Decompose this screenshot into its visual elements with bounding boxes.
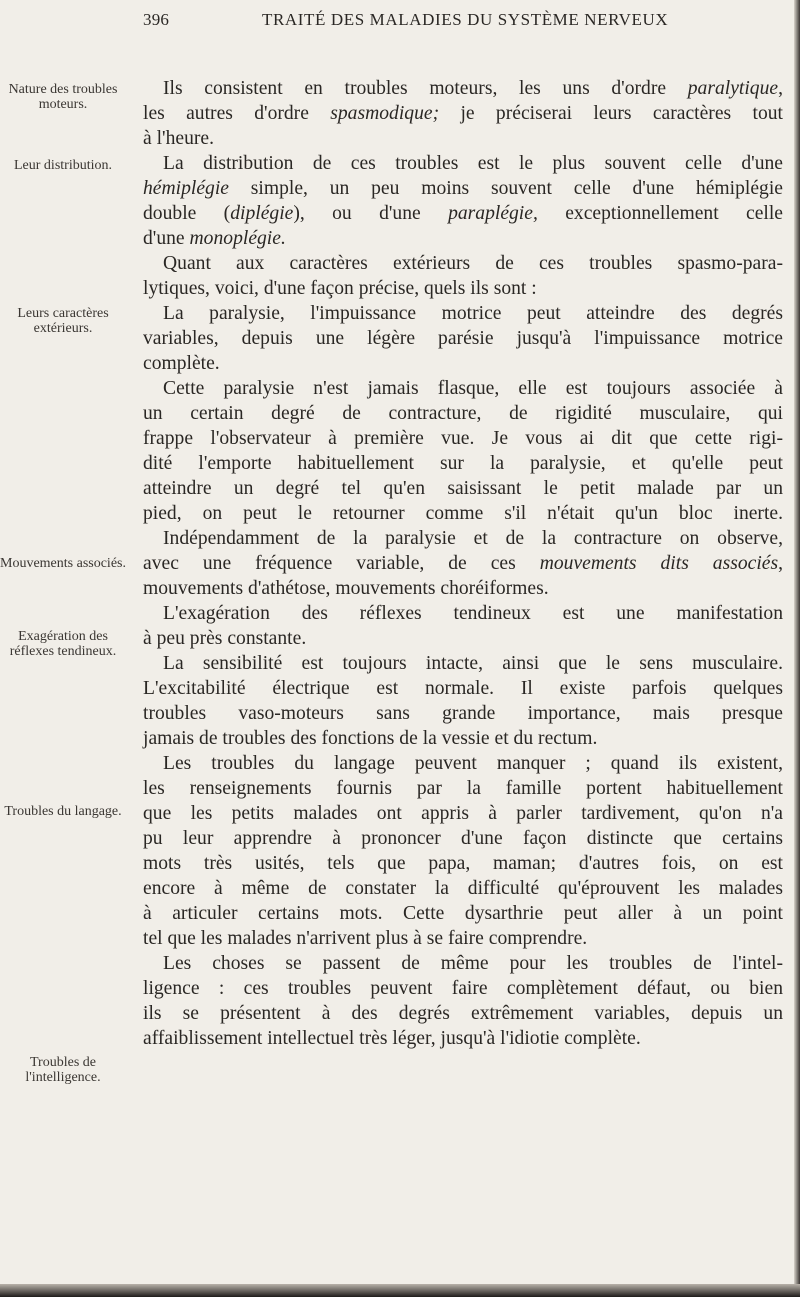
text-segment: variables, depuis une légère parésie jusqu'à l'impuissance motrice — [143, 328, 783, 349]
text-segment: les autres d'ordre — [143, 103, 331, 124]
margin-note-distribution: Leur distribution. — [14, 158, 112, 173]
text-segment: atteindre un degré tel qu'en saisissant le petit malade par un — [143, 478, 783, 499]
margin-note-mouvements: Mouvements associés. — [0, 556, 126, 571]
scan-bottom-border — [0, 1284, 800, 1297]
text-line — [143, 351, 783, 376]
margin-note-reflexes: Exagération des réflexes tendineux. — [9, 629, 117, 659]
text-segment: les renseignements fournis par la famille portent habituellement — [143, 778, 783, 799]
text-line — [143, 701, 783, 726]
text-line — [143, 1001, 783, 1026]
text-segment: pied, on peut le retourner comme s'il n'était qu'un bloc inerte. — [143, 503, 783, 524]
text-segment: avec une fréquence variable, de ces — [143, 553, 540, 574]
text-line — [143, 951, 783, 976]
text-segment: La paralysie, l'impuissance motrice peut atteindre des degrés — [163, 303, 783, 324]
text-segment: ligence : ces troubles peuvent faire complètement défaut, ou bien — [143, 978, 783, 999]
italic-term: paralytique — [687, 78, 779, 99]
text-line — [143, 776, 783, 801]
text-line — [143, 226, 783, 251]
text-line — [143, 676, 783, 701]
text-segment: mouvements d'athétose, mouvements choréiformes. — [143, 578, 549, 599]
text-segment: tel que les malades n'arrivent plus à se faire comprendre. — [143, 928, 588, 949]
text-line — [143, 851, 783, 876]
text-line — [143, 401, 783, 426]
italic-term: hémiplégie — [143, 178, 229, 199]
text-segment: ), ou d'une — [293, 203, 449, 224]
text-line — [143, 926, 783, 951]
text-segment: Indépendamment de la paralysie et de la contracture on observe, — [163, 528, 783, 549]
text-line — [143, 876, 783, 901]
text-line — [143, 801, 783, 826]
text-line — [143, 726, 783, 751]
text-segment: , — [778, 78, 783, 99]
text-segment: pu leur apprendre à prononcer d'une façon distincte que certains — [143, 828, 783, 849]
text-line — [143, 576, 783, 601]
text-line — [143, 276, 783, 301]
text-line — [143, 126, 783, 151]
page-number: 396 — [143, 10, 170, 29]
text-line — [143, 376, 783, 401]
text-segment: troubles vaso-moteurs sans grande importance, mais presque — [143, 703, 783, 724]
text-line — [143, 901, 783, 926]
margin-note-langage: Troubles du langage. — [4, 804, 122, 819]
text-line — [143, 551, 783, 576]
text-segment: mots très usités, tels que papa, maman; d'autres fois, on est — [143, 853, 783, 874]
text-segment: lytiques, voici, d'une façon précise, quels ils sont : — [143, 278, 537, 299]
italic-term: monoplégie. — [189, 228, 286, 249]
text-line — [143, 501, 783, 526]
text-segment: à articuler certains mots. Cette dysarthrie peut aller à un point — [143, 903, 783, 924]
text-segment: encore à même de constater la difficulté qu'éprouvent les malades — [143, 878, 783, 899]
text-segment: jamais de troubles des fonctions de la vessie et du rectum. — [143, 728, 598, 749]
text-line — [143, 426, 783, 451]
text-segment: Les choses se passent de même pour les troubles de l'intel- — [163, 953, 783, 974]
italic-term: spasmodique; — [330, 103, 440, 124]
text-line — [143, 826, 783, 851]
text-segment: dité l'emporte habituellement sur la paralysie, et qu'elle peut — [143, 453, 783, 474]
text-segment: affaiblissement intellectuel très léger, jusqu'à l'idiotie complète. — [143, 1028, 641, 1049]
text-line — [143, 101, 783, 126]
text-line — [143, 651, 783, 676]
text-line — [143, 251, 783, 276]
text-segment: La sensibilité est toujours intacte, ainsi que le sens musculaire. — [163, 653, 783, 674]
page-header — [0, 6, 800, 34]
text-segment: exceptionnellement celle — [537, 203, 783, 224]
text-segment: complète. — [143, 353, 220, 374]
text-line — [143, 451, 783, 476]
text-segment: L'excitabilité électrique est normale. Il existe parfois quelques — [143, 678, 783, 699]
text-line — [143, 151, 783, 176]
text-segment: L'exagération des réflexes tendineux est une manifestation — [163, 603, 783, 624]
text-segment: Quant aux caractères extérieurs de ces troubles spasmo-para- — [163, 253, 783, 274]
italic-term: paraplégie, — [448, 203, 538, 224]
text-segment: Cette paralysie n'est jamais flasque, elle est toujours associée à — [163, 378, 783, 399]
text-segment: un certain degré de contracture, de rigidité musculaire, qui — [143, 403, 783, 424]
text-line — [143, 176, 783, 201]
text-line — [143, 476, 783, 501]
margin-note-caracteres: Leurs caractères extérieurs. — [17, 306, 109, 336]
text-line — [143, 626, 783, 651]
text-line — [143, 1026, 783, 1051]
page-edge-shadow — [794, 0, 800, 1297]
margin-note-intelligence: Troubles de l'intelligence. — [25, 1055, 101, 1085]
text-segment: d'une — [143, 228, 190, 249]
text-line — [143, 301, 783, 326]
text-segment: Les troubles du langage peuvent manquer ; quand ils existent, — [163, 753, 783, 774]
text-segment: Ils consistent en troubles moteurs, les uns d'ordre — [163, 78, 688, 99]
text-segment: ils se présentent à des degrés extrêmement variables, depuis un — [143, 1003, 783, 1024]
text-segment: La distribution de ces troubles est le plus souvent celle d'une — [163, 153, 783, 174]
text-segment: frappe l'observateur à première vue. Je vous ai dit que cette rigi- — [143, 428, 783, 449]
text-line — [143, 201, 783, 226]
text-line — [143, 526, 783, 551]
text-line — [143, 751, 783, 776]
text-segment: je préciserai leurs caractères tout — [439, 103, 783, 124]
italic-term: mouvements dits associés — [539, 553, 779, 574]
running-title: TRAITÉ DES MALADIES DU SYSTÈME NERVEUX — [262, 10, 669, 29]
italic-term: diplégie — [230, 203, 294, 224]
text-segment: à l'heure. — [143, 128, 214, 149]
margin-note-nature: Nature des troubles moteurs. — [8, 82, 118, 112]
text-line — [143, 76, 783, 101]
text-line — [143, 326, 783, 351]
text-segment: simple, un peu moins souvent celle d'une hémiplégie — [228, 178, 783, 199]
text-segment: double ( — [143, 203, 231, 224]
text-line — [143, 976, 783, 1001]
text-segment: que les petits malades ont appris à parler tardivement, qu'on n'a — [143, 803, 783, 824]
text-segment: , — [778, 553, 784, 574]
text-segment: à peu près constante. — [143, 628, 307, 649]
text-line — [143, 601, 783, 626]
